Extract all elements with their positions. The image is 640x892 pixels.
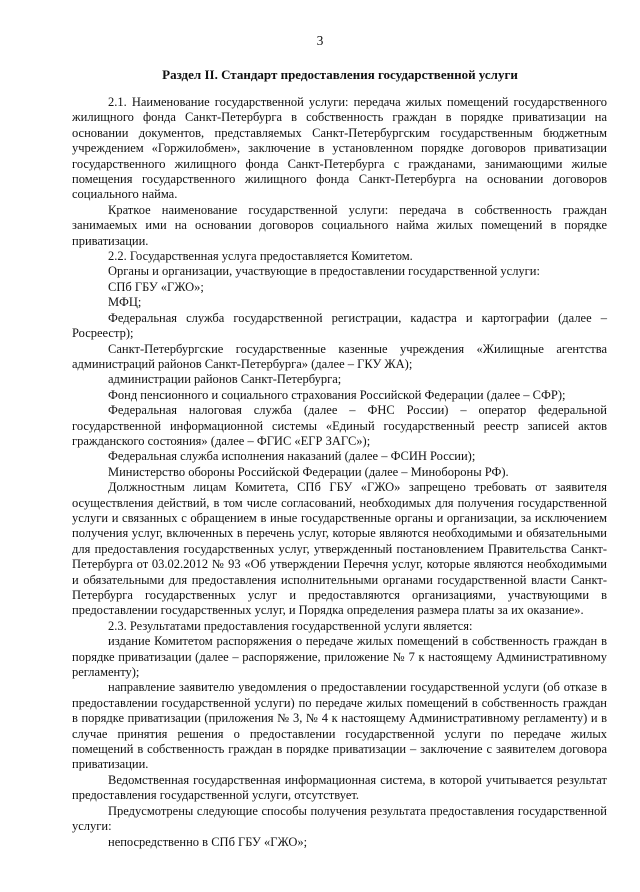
paragraph-method-direct: непосредственно в СПб ГБУ «ГЖО»; <box>108 834 308 849</box>
paragraph-participant-fns: Федеральная налоговая служба (далее – ФНС России) – оператор федеральной государственной информационной системы «Единый государственный реестр записей актов гражданского состояния» (далее – ФГИС «ЕГР ЗАГС»); <box>72 403 607 448</box>
paragraph-result-order: издание Комитетом распоряжения о передаче жилых помещений в собственность граждан в порядке приватизации (далее – распоряжение, приложение № 7 к настоящему Административному регламенту); <box>72 634 607 680</box>
paragraph-participant-sfr: Фонд пенсионного и социального страхования Российской Федерации (далее – СФР); <box>108 387 566 402</box>
paragraph-participant-gzho: СПб ГБУ «ГЖО»; <box>108 279 204 294</box>
page-number: 3 <box>316 33 324 48</box>
paragraph-officials-prohibition: Должностным лицам Комитета, СПб ГБУ «ГЖО» запрещено требовать от заявителя осуществления действий, в том числе согласований, необходимых для получения государственной услуги и связанных с обращением в иные государственные органы и организации, за исключением получения услуг, включенных в перечень услуг, которые являются необходимыми и обязательными для предоставления государственных услуг, утвержденный постановлением Правительства Санкт-Петербурга от 03.02.2012 № 93 «Об утверждении Перечня услуг, которые являются необходимыми и обязательными для предоставления исполнительными органами государственной власти Санкт-Петербурга государственных услуг и предоставляются организациями, участвующими в предоставлении государственных услуг, и Порядка определения размера платы за их оказание». <box>72 480 607 618</box>
paragraph-participant-district-admin: администрации районов Санкт-Петербурга; <box>108 372 342 387</box>
section-heading: Раздел II. Стандарт предоставления государственной услуги <box>162 67 518 82</box>
paragraph-participant-fsin: Федеральная служба исполнения наказаний (далее – ФСИН России); <box>108 449 476 464</box>
paragraph-result-methods: Предусмотрены следующие способы получения результата предоставления государственной услуги: <box>72 803 607 834</box>
document-body <box>72 95 607 850</box>
paragraph-2-1: 2.1. Наименование государственной услуги: передача жилых помещений государственного жилищного фонда Санкт-Петербурга в собственность граждан в порядке приватизации на основании документов, представляемых Санкт-Петербургским государственным бюджетным учреждением «Горжилобмен», заключение в установленном порядке договоров приватизации государственного жилищного фонда Санкт-Петербурга с гражданами, занимающими жилые помещения государственного жилищного фонда Санкт-Петербурга на основании договоров социального найма. <box>72 95 607 202</box>
paragraph-info-system: Ведомственная государственная информационная система, в которой учитывается результат предоставления государственной услуги, отсутствует. <box>72 772 607 803</box>
paragraph-2-2: 2.2. Государственная услуга предоставляется Комитетом. <box>108 249 413 264</box>
paragraph-participant-mfc: МФЦ; <box>108 295 142 310</box>
paragraph-participant-gku-zha: Санкт-Петербургские государственные казенные учреждения «Жилищные агентства администраций районов Санкт-Петербурга» (далее – ГКУ ЖА); <box>72 341 607 371</box>
paragraph-short-name: Краткое наименование государственной услуги: передача в собственность граждан занимаемых ими на основании договоров социального найма жилых помещений в порядке приватизации. <box>72 202 607 248</box>
paragraph-participants-intro: Органы и организации, участвующие в предоставлении государственной услуги: <box>108 264 540 279</box>
paragraph-result-notification: направление заявителю уведомления о предоставлении государственной услуги (об отказе в предоставлении государственной услуги) по передаче жилых помещений в собственность граждан в порядке приватизации (приложения № 3, № 4 к настоящему Административному регламенту) и в случае принятия решения о предоставлении государственной услуги по передаче жилых помещений в собственность граждан в порядке приватизации – заключение с заявителем договора приватизации. <box>72 680 607 772</box>
paragraph-participant-rosreestr: Федеральная служба государственной регистрации, кадастра и картографии (далее – Росреестр); <box>72 310 607 341</box>
paragraph-participant-mod: Министерство обороны Российской Федерации (далее – Минобороны РФ). <box>108 464 509 479</box>
paragraph-2-3: 2.3. Результатами предоставления государственной услуги является: <box>108 618 473 633</box>
